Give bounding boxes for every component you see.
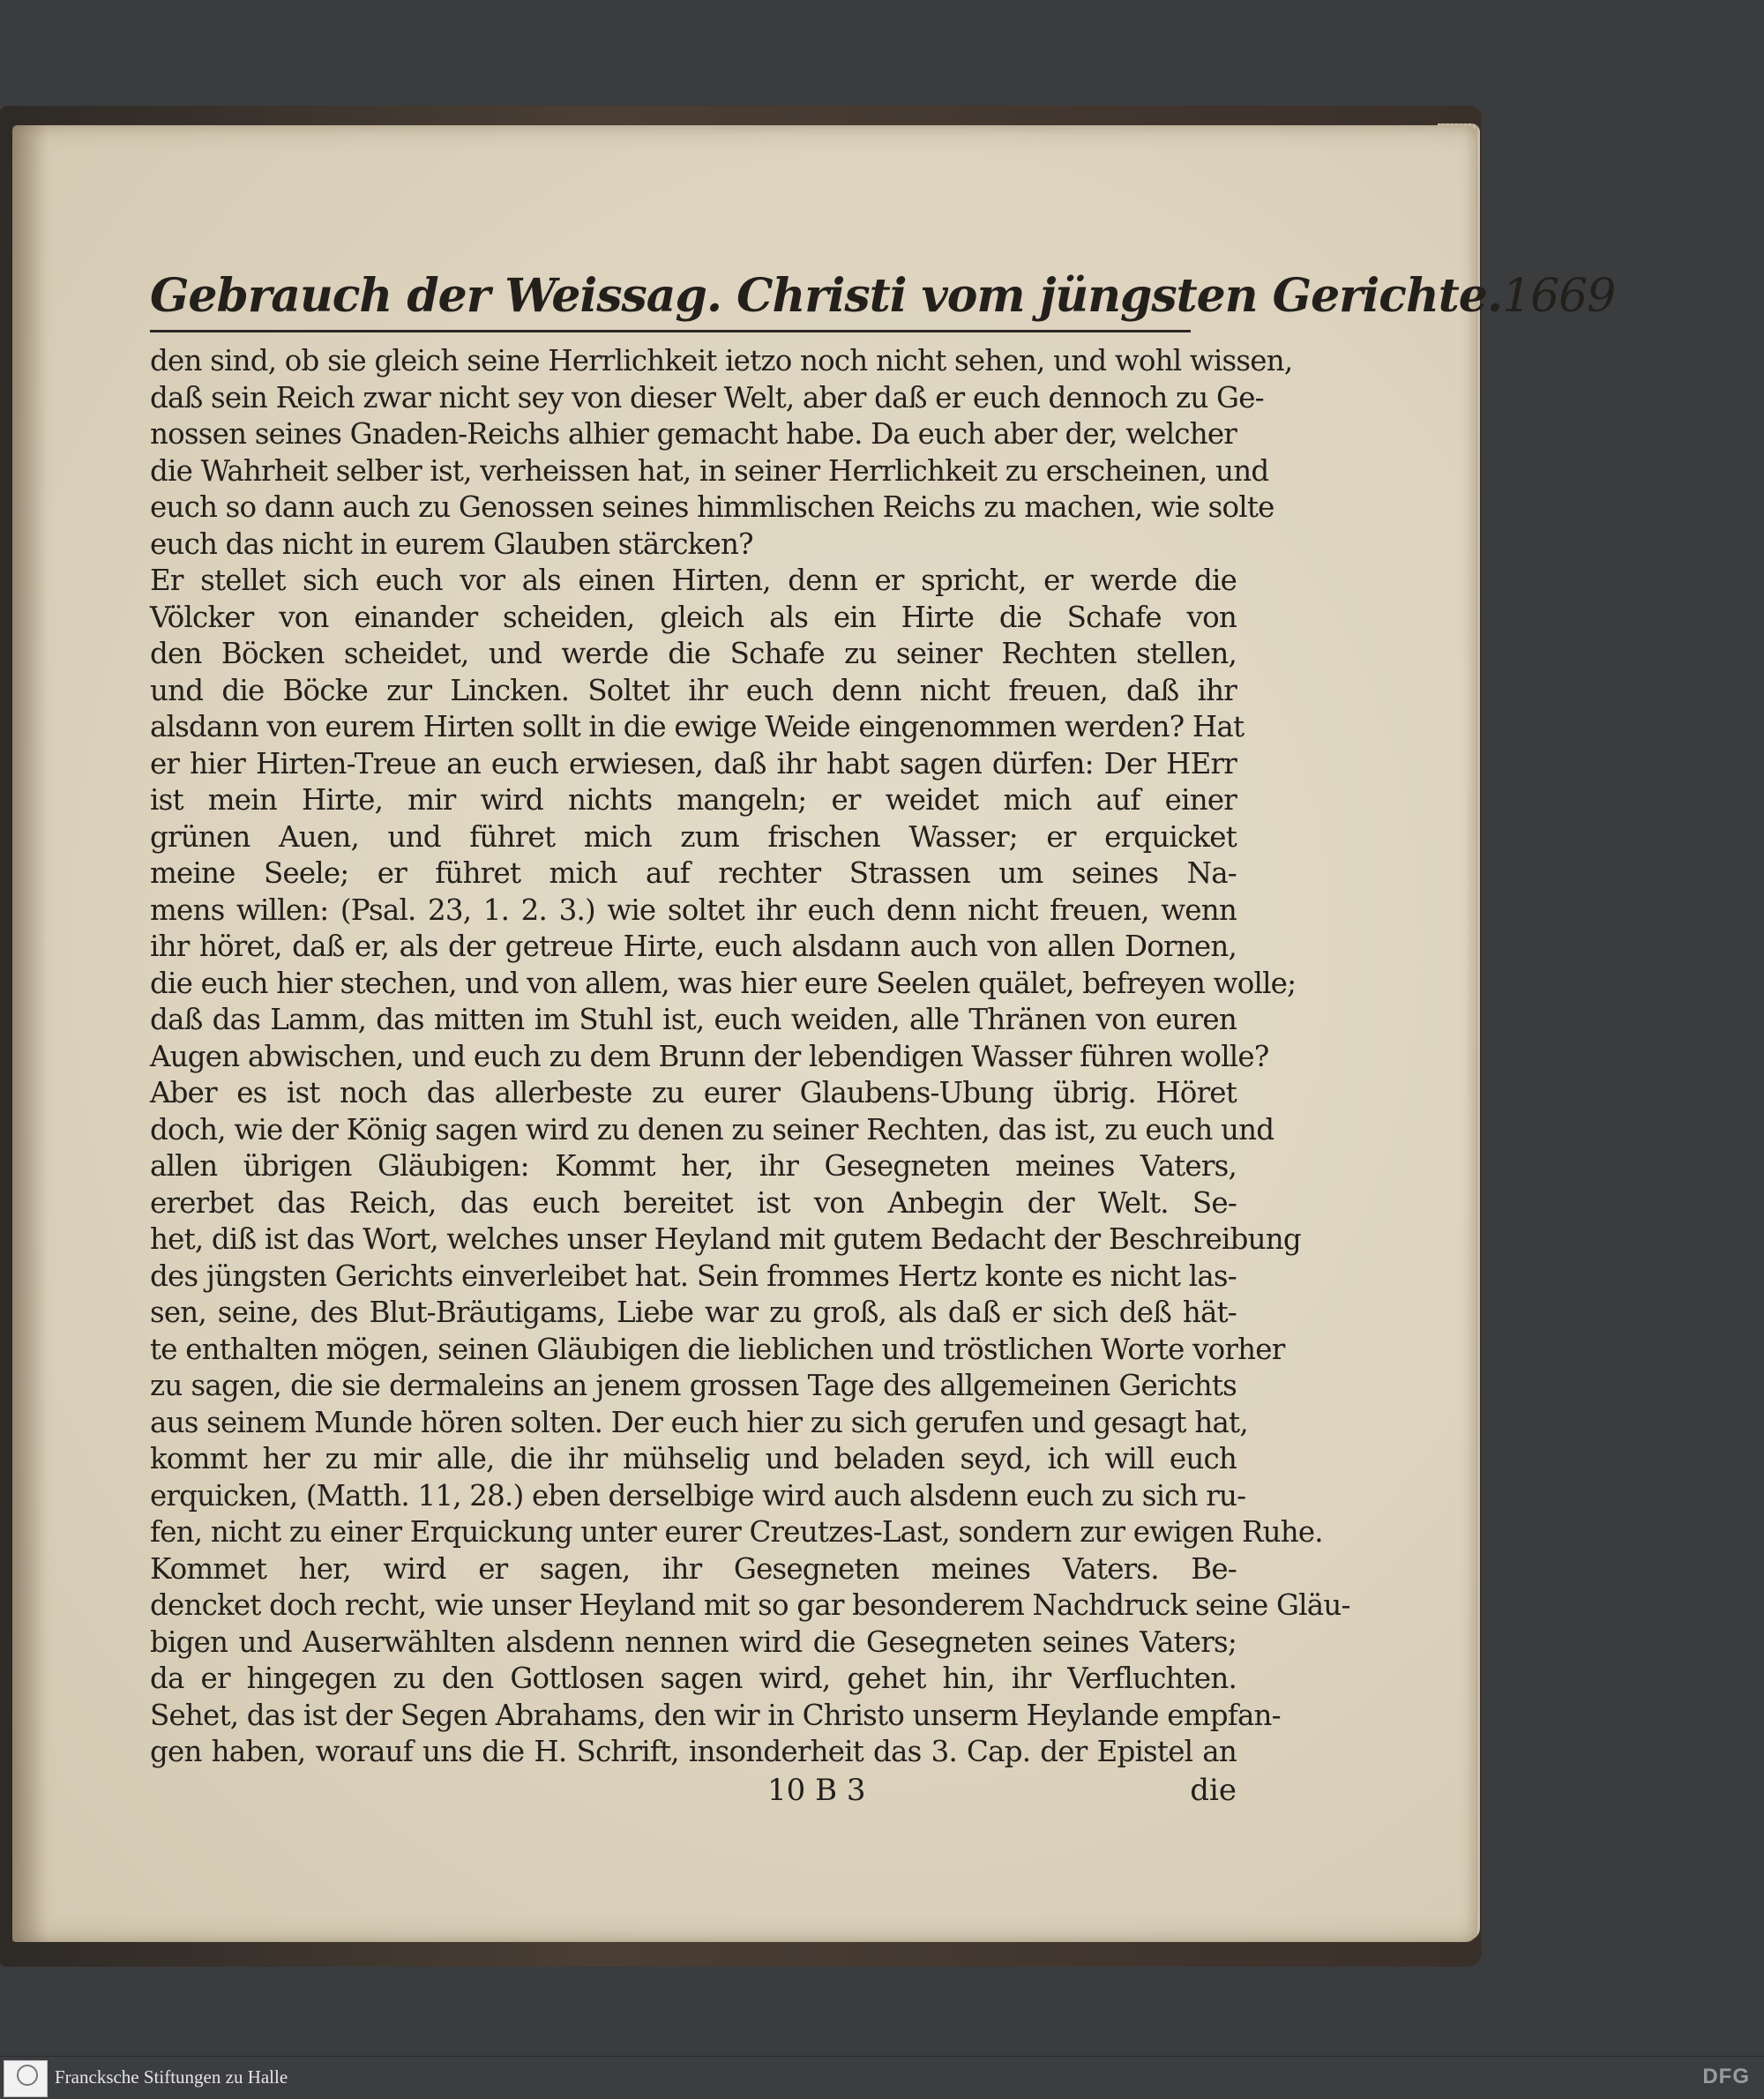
text-line: Aber es ist noch das allerbeste zu eurer Glaubens-Ubung übrig. Höret	[150, 1076, 1237, 1109]
text-line: euch das nicht in eurem Glauben stärcken?	[150, 527, 753, 561]
text-line: zu sagen, die sie dermaleins an jenem grossen Tage des allgemeinen Gerichts	[150, 1369, 1237, 1402]
text-line: sen, seine, des Blut-Bräutigams, Liebe war zu groß, als daß er sich deß hät-	[150, 1296, 1237, 1329]
text-line: er hier Hirten-Treue an euch erwiesen, daß ihr habt sagen dürfen: Der HErr	[150, 746, 1237, 781]
text-line: die Wahrheit selber ist, verheissen hat, in seiner Herrlichkeit zu erscheinen, und	[150, 453, 1269, 488]
institution-logo	[4, 2060, 48, 2097]
text-line: gen haben, worauf uns die H. Schrift, insonderheit das 3. Cap. der Epistel an	[150, 1735, 1237, 1768]
text-line: ererbet das Reich, das euch bereitet ist von Anbegin der Welt. Se-	[150, 1185, 1237, 1220]
header-title: Gebrauch der Weissag. Christi vom jüngsten Gerichte.	[150, 269, 1502, 323]
text-line: Sehet, das ist der Segen Abrahams, den wir in Christo unserm Heylande empfan-	[150, 1698, 1281, 1732]
text-line: den Böcken scheidet, und werde die Schafe zu seiner Rechten stellen,	[150, 637, 1237, 670]
institution-name: Francksche Stiftungen zu Halle	[55, 2066, 288, 2088]
text-line: und die Böcke zur Lincken. Soltet ihr euch denn nicht freuen, daß ihr	[150, 673, 1237, 707]
page-footer-line	[150, 1771, 1237, 1810]
text-line: aus seinem Munde hören solten. Der euch hier zu sich gerufen und gesagt hat,	[150, 1405, 1248, 1439]
text-line: Völcker von einander scheiden, gleich als ein Hirte die Schafe von	[150, 600, 1237, 634]
text-line: Augen abwischen, und euch zu dem Brunn der lebendigen Wasser führen wolle?	[150, 1039, 1269, 1073]
text-line: da er hingegen zu den Gottlosen sagen wird, gehet hin, ihr Verfluchten.	[150, 1662, 1237, 1695]
catchword: die	[1190, 1772, 1237, 1808]
text-line: erquicken, (Matth. 11, 28.) eben derselbige wird auch alsdenn euch zu sich ru-	[150, 1478, 1246, 1513]
text-line: euch so dann auch zu Genossen seines himmlischen Reichs zu machen, wie solte	[150, 490, 1274, 524]
header-rule	[150, 330, 1191, 336]
dfg-logo: DFG	[1702, 2065, 1750, 2088]
text-line: dencket doch recht, wie unser Heyland mit so gar besonderem Nachdruck seine Gläu-	[150, 1588, 1350, 1622]
page-number: 1669	[1501, 270, 1616, 323]
text-line: die euch hier stechen, und von allem, was hier eure Seelen quälet, befreyen wolle;	[150, 966, 1297, 1000]
text-line: des jüngsten Gerichts einverleibet hat. Sein frommes Hertz konte es nicht las-	[150, 1259, 1237, 1293]
text-line: Er stellet sich euch vor als einen Hirten, denn er spricht, er werde die	[150, 564, 1237, 597]
text-line: meine Seele; er führet mich auf rechter Strassen um seines Na-	[150, 856, 1237, 890]
logo-emblem-icon	[17, 2065, 38, 2086]
text-line: Kommet her, wird er sagen, ihr Gesegneten meines Vaters. Be-	[150, 1551, 1237, 1586]
text-line: kommt her zu mir alle, die ihr mühselig und beladen seyd, ich will euch	[150, 1442, 1237, 1475]
signature-mark: 10 B 3	[767, 1772, 866, 1808]
text-line: het, diß ist das Wort, welches unser Heyland mit gutem Bedacht der Beschreibung	[150, 1222, 1301, 1256]
text-line: nossen seines Gnaden-Reichs alhier gemacht habe. Da euch aber der, welcher	[150, 417, 1237, 451]
page-gutter-shadow	[12, 125, 48, 1942]
text-line: doch, wie der König sagen wird zu denen zu seiner Rechten, das ist, zu euch und	[150, 1112, 1274, 1147]
text-line: grünen Auen, und führet mich zum frischen Wasser; er erquicket	[150, 819, 1237, 854]
text-line: daß das Lamm, das mitten im Stuhl ist, euch weiden, alle Thränen von euren	[150, 1003, 1237, 1036]
page-content	[150, 265, 1616, 1810]
running-header	[150, 265, 1616, 328]
text-line: daß sein Reich zwar nicht sey von dieser Welt, aber daß er euch dennoch zu Ge-	[150, 380, 1264, 415]
text-line: bigen und Auserwählten alsdenn nennen wird die Gesegneten seines Vaters;	[150, 1625, 1237, 1659]
text-line: fen, nicht zu einer Erquickung unter eurer Creutzes-Last, sondern zur ewigen Ruhe.	[150, 1515, 1323, 1549]
text-line: ihr höret, daß er, als der getreue Hirte, euch alsdann auch von allen Dornen,	[150, 930, 1237, 963]
text-line: alsdann von eurem Hirten sollt in die ewige Weide eingenommen werden? Hat	[150, 710, 1245, 743]
viewer-footer	[0, 2056, 1764, 2099]
text-body	[150, 343, 1350, 1771]
text-line: den sind, ob sie gleich seine Herrlichkeit ietzo noch nicht sehen, und wohl wissen,	[150, 344, 1293, 377]
text-line: mens willen: (Psal. 23, 1. 2. 3.) wie soltet ihr euch denn nicht freuen, wenn	[150, 893, 1237, 927]
text-line: te enthalten mögen, seinen Gläubigen die lieblichen und tröstlichen Worte vorher	[150, 1332, 1285, 1366]
text-line: ist mein Hirte, mir wird nichts mangeln; er weidet mich auf einer	[150, 783, 1237, 817]
text-line: allen übrigen Gläubigen: Kommt her, ihr Gesegneten meines Vaters,	[150, 1149, 1237, 1183]
